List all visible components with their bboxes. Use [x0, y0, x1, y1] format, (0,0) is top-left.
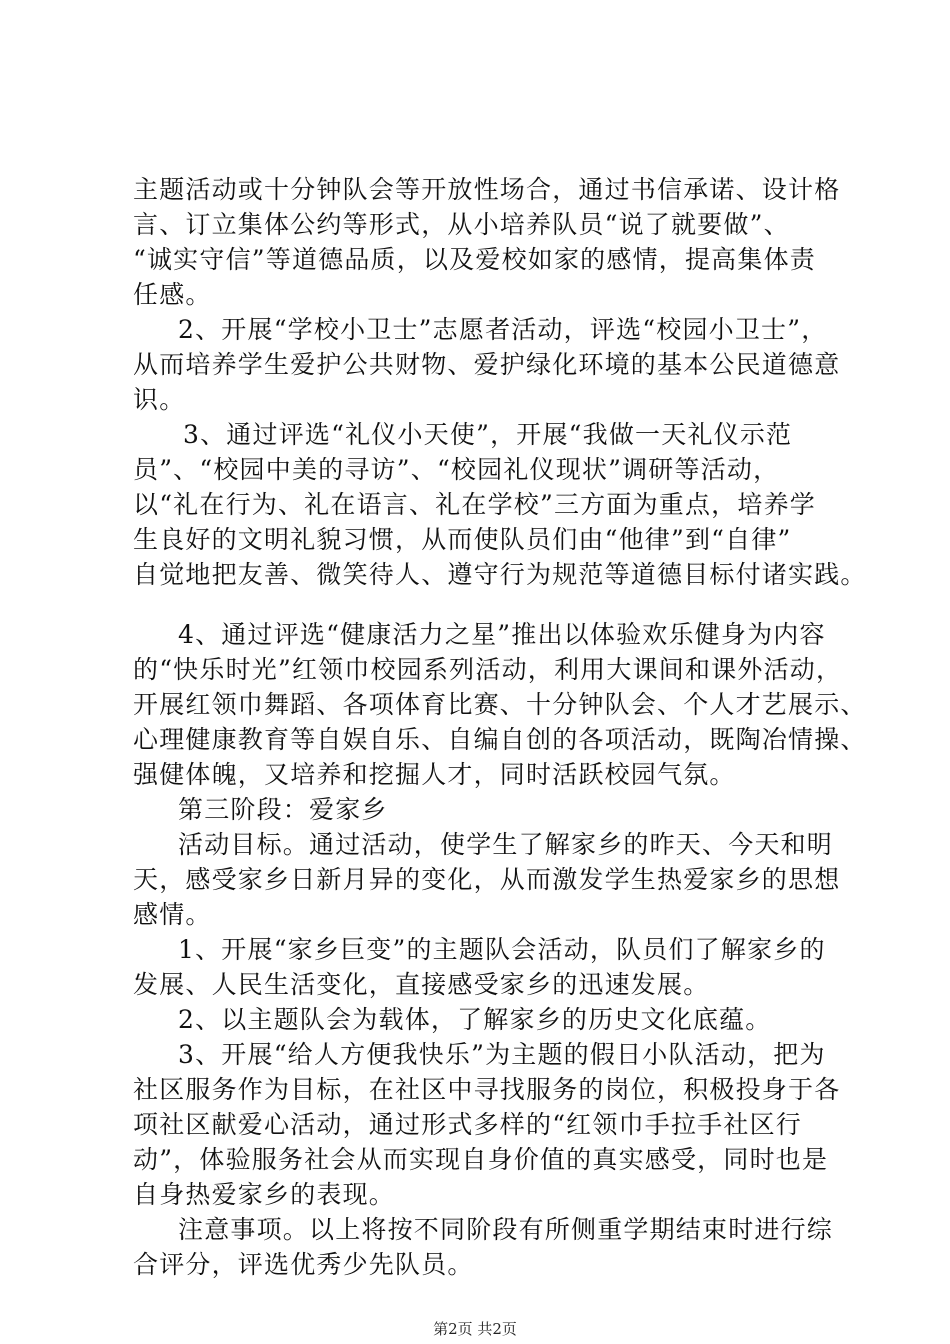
paragraph-line: 生良好的文明礼貌习惯，从而使队员们由“他律”到“自律” — [133, 525, 792, 554]
paragraph-line: 天，感受家乡日新月异的变化，从而激发学生热爱家乡的思想 — [133, 865, 841, 894]
paragraph-line: 项社区献爱心活动，通过形式多样的“红领巾手拉手社区行 — [133, 1110, 802, 1139]
paragraph-line: 动”，体验服务社会从而实现自身价值的真实感受，同时也是 — [133, 1145, 829, 1174]
paragraph-line: 识。 — [133, 385, 186, 414]
paragraph-line: 注意事项。以上将按不同阶段有所侧重学期结束时进行综 — [178, 1215, 834, 1244]
paragraph-line: 强健体魄，又培养和挖掘人才，同时活跃校园气氛。 — [133, 760, 736, 789]
paragraph-line: 社区服务作为目标，在社区中寻找服务的岗位，积极投身于各 — [133, 1075, 841, 1104]
paragraph-line: 开展红领巾舞蹈、各项体育比赛、十分钟队会、个人才艺展示、 — [133, 690, 867, 719]
paragraph-line: 心理健康教育等自娱自乐、自编自创的各项活动，既陶冶情操、 — [133, 725, 867, 754]
paragraph-line: 发展、人民生活变化，直接感受家乡的迅速发展。 — [133, 970, 710, 999]
paragraph-line: 2、开展“学校小卫士”志愿者活动，评选“校园小卫士”， — [178, 315, 828, 344]
paragraph-line: 活动目标。通过活动，使学生了解家乡的昨天、今天和明 — [178, 830, 834, 859]
paragraph-line: “诚实守信”等道德品质，以及爱校如家的感情，提高集体责 — [133, 245, 816, 274]
paragraph-line: 3、开展“给人方便我快乐”为主题的假日小队活动，把为 — [178, 1040, 826, 1069]
paragraph-line: 主题活动或十分钟队会等开放性场合，通过书信承诺、设计格 — [133, 175, 841, 204]
paragraph-line: 以“礼在行为、礼在语言、礼在学校”三方面为重点，培养学 — [133, 490, 816, 519]
paragraph-line: 自身热爱家乡的表现。 — [133, 1180, 396, 1209]
paragraph-line: 4、通过评选“健康活力之星”推出以体验欢乐健身为内容 — [178, 620, 826, 649]
paragraph-line: 的“快乐时光”红领巾校园系列活动，利用大课间和课外活动， — [133, 655, 843, 684]
paragraph-line: 感情。 — [133, 900, 212, 929]
paragraph-line: 员”、“校园中美的寻访”、“校园礼仪现状”调研等活动， — [133, 455, 780, 484]
paragraph-line: 言、订立集体公约等形式，从小培养队员“说了就要做”、 — [133, 210, 790, 239]
paragraph-line: 合评分，评选优秀少先队员。 — [133, 1250, 474, 1279]
paragraph-line: 任感。 — [133, 280, 212, 309]
paragraph-line: 3、通过评选“礼仪小天使”，开展“我做一天礼仪示范 — [183, 420, 793, 449]
paragraph-line: 1、开展“家乡巨变”的主题队会活动，队员们了解家乡的 — [178, 935, 826, 964]
section-heading: 第三阶段：爱家乡 — [178, 795, 388, 824]
paragraph-line: 自觉地把友善、微笑待人、遵守行为规范等道德目标付诸实践。 — [133, 560, 867, 589]
paragraph-line: 从而培养学生爱护公共财物、爱护绿化环境的基本公民道德意 — [133, 350, 841, 379]
paragraph-line: 2、以主题队会为载体，了解家乡的历史文化底蕴。 — [178, 1005, 772, 1034]
page-number-footer: 第2页 共2页 — [433, 1320, 517, 1338]
